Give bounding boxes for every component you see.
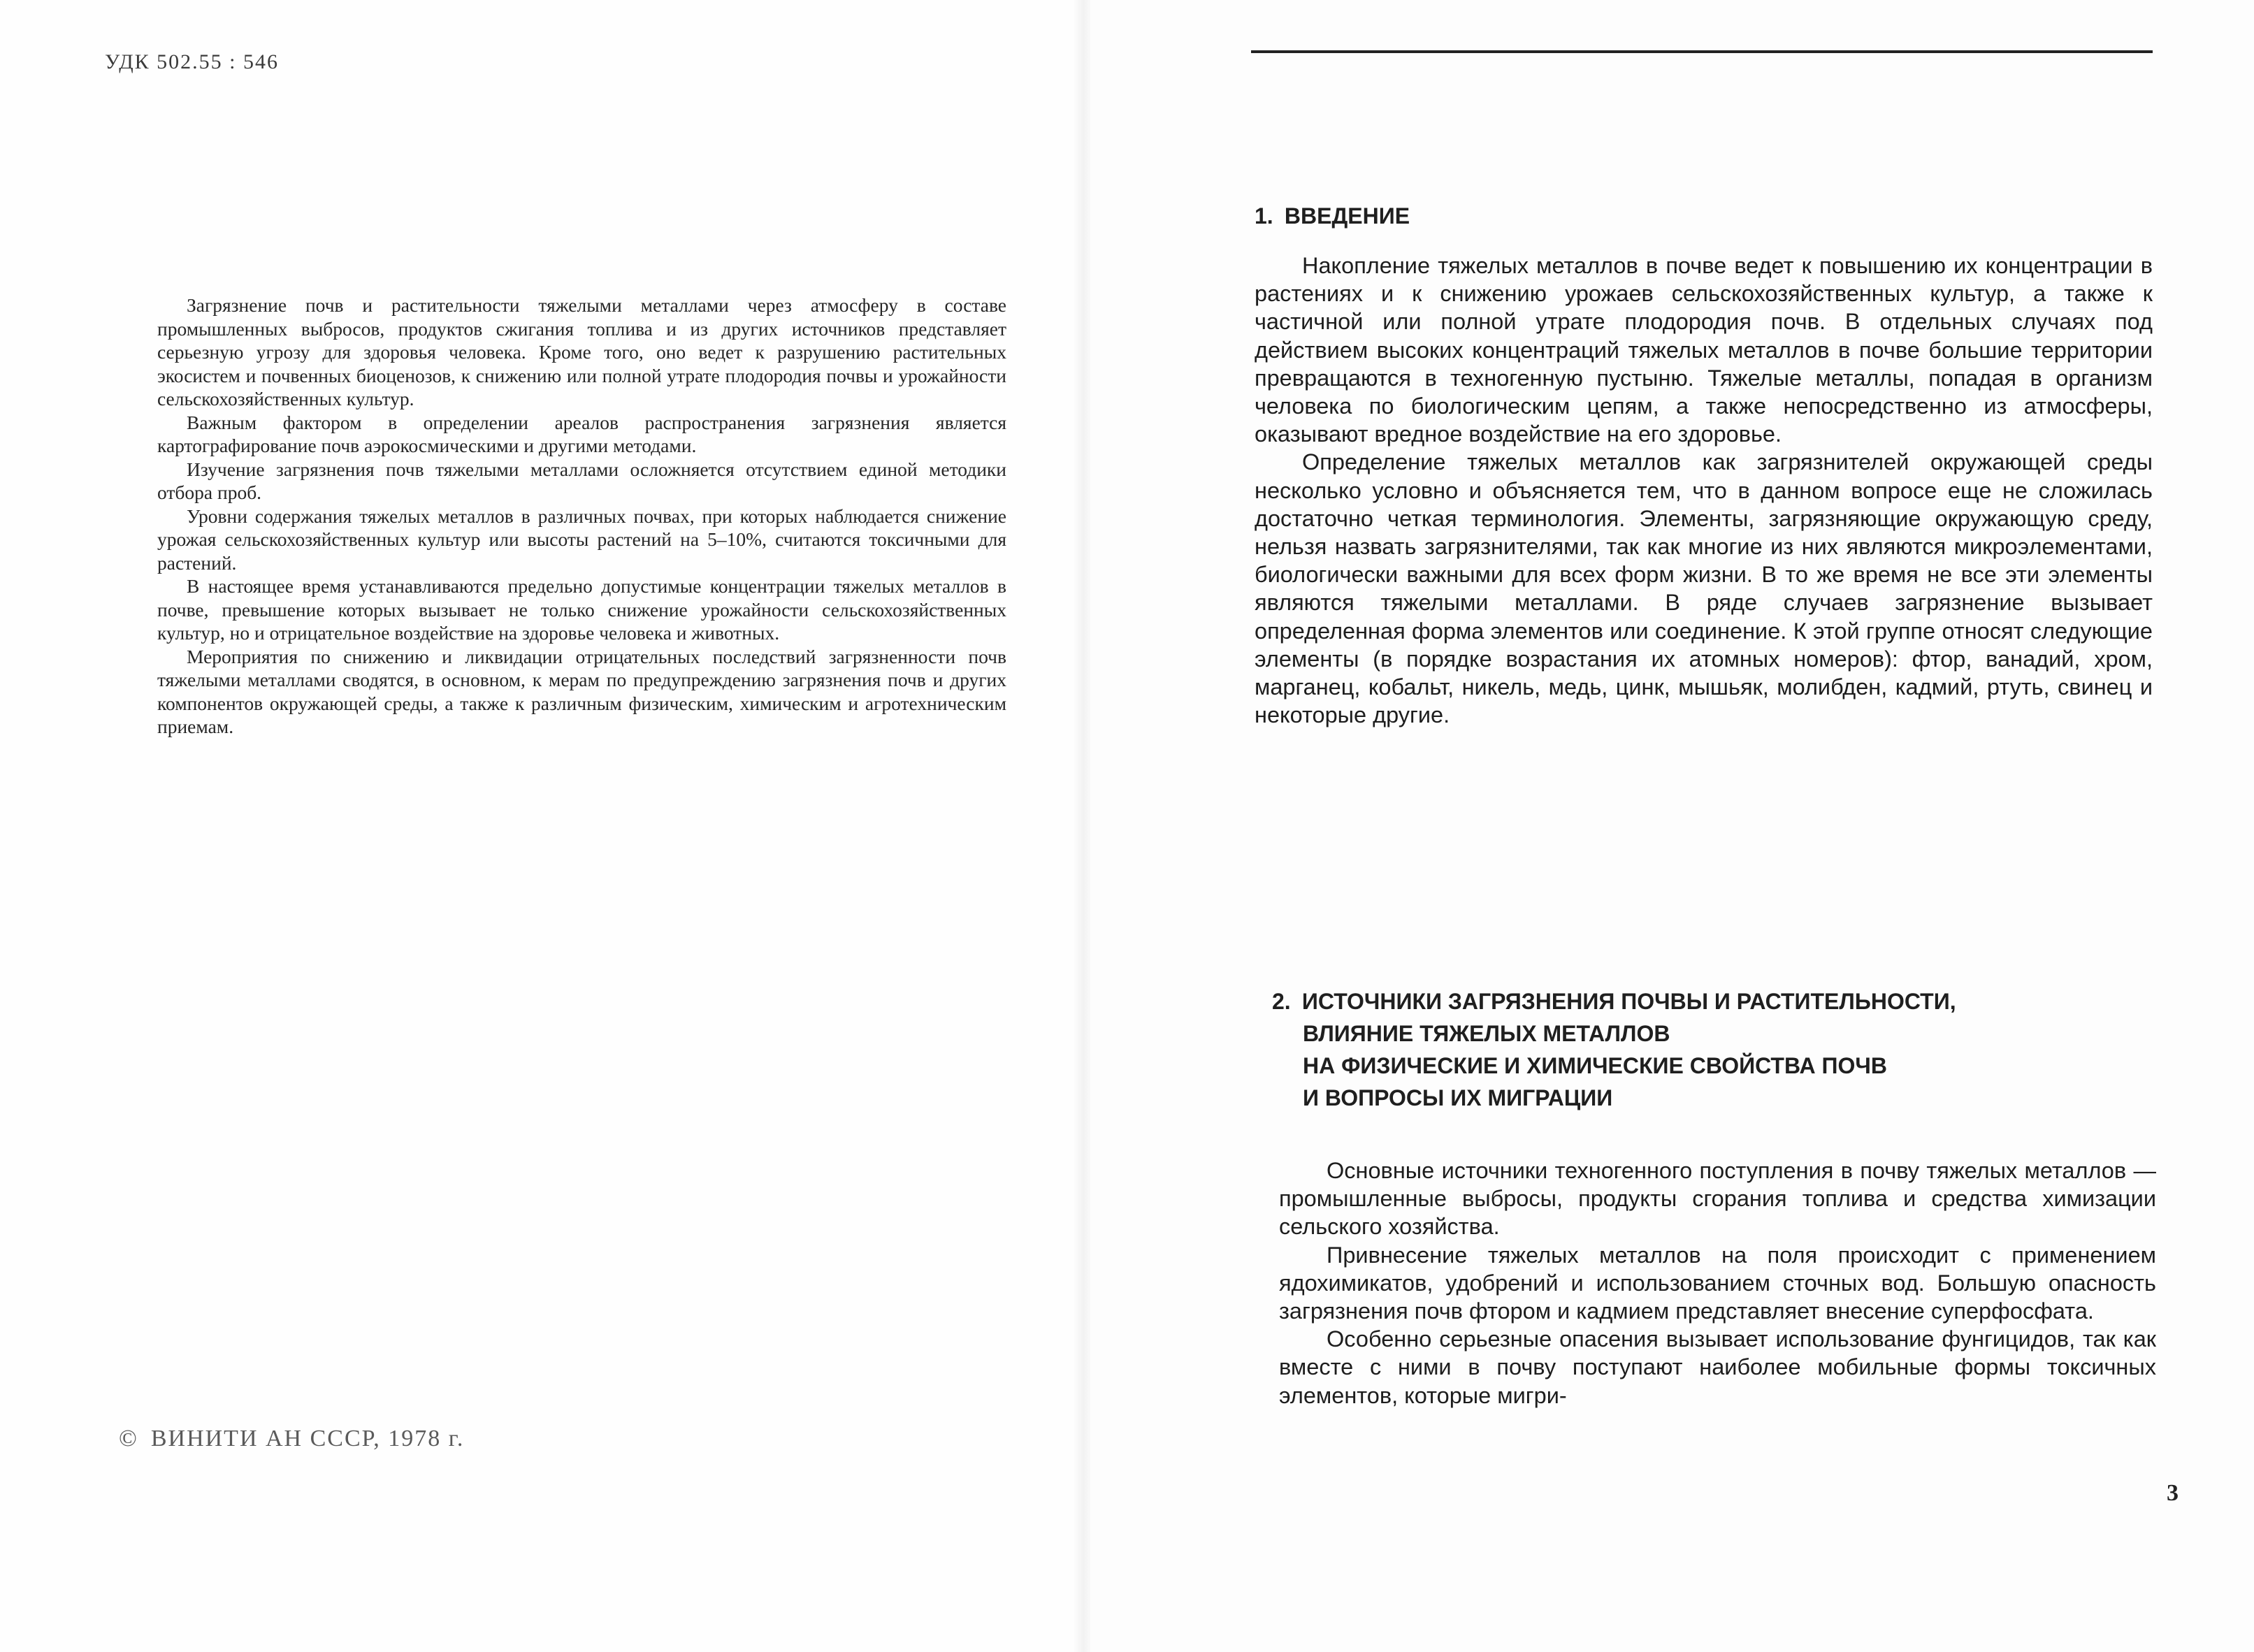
body-paragraph: Привнесение тяжелых металлов на поля происходит с применением ядохимикатов, удобрений и использованием сточных вод. Большую опасность загрязнения почв фтором и кадмием представляет внесение суперфосфата. [1279, 1242, 2156, 1324]
abstract-paragraph: Изучение загрязнения почв тяжелыми металлами осложняется отсутствием единой методики отбора проб. [157, 458, 1006, 503]
section-2-title-line: ВЛИЯНИЕ ТЯЖЕЛЫХ МЕТАЛЛОВ [1303, 1021, 1670, 1046]
abstract-paragraph: Важным фактором в определении ареалов распространения загрязнения является картографирование почв аэрокосмическими и другими методами. [157, 411, 1006, 456]
body-paragraph: Особенно серьезные опасения вызывает использование фунгицидов, так как вместе с ними в почву поступают наиболее мобильные формы токсичных элементов, которые мигри- [1279, 1326, 2156, 1408]
section-1-heading [1255, 200, 1410, 232]
section-2-title-line: И ВОПРОСЫ ИХ МИГРАЦИИ [1303, 1085, 1613, 1110]
body-paragraph: Накопление тяжелых металлов в почве ведет к повышению их концентрации в растениях и к снижению урожаев сельскохозяйственных культур, а также к частичной или полной утрате плодородия почв. В отдельных случаях под действием высоких концентраций тяжелых металлов в почве большие территории превращаются в техногенную пустыню. Тяжелые металлы, попадая в организм человека по биологическим цепям, а также непосредственно из атмосферы, оказывают вредное воздействие на его здоровье. [1255, 253, 2153, 447]
abstract-paragraph: Уровни содержания тяжелых металлов в различных почвах, при которых наблюдается снижение урожая сельскохозяйственных культур или высоты растений на 5–10%, считаются токсичными для растений. [157, 505, 1006, 574]
left-page [0, 0, 1076, 1652]
abstract-paragraph: Загрязнение почв и растительности тяжелыми металлами через атмосферу в составе промышленных выбросов, продуктов сжигания топлива и из других источников представляет серьезную угрозу для здоровья человека. Кроме того, оно ведет к разрушению растительных экосистем и почвенных биоценозов, к снижению или полной утрате плодородия почвы и урожайности сельскохозяйственных культур. [157, 294, 1006, 410]
section-2-number: 2. [1272, 989, 1291, 1014]
body-paragraph: Определение тяжелых металлов как загрязнителей окружающей среды несколько условно и объясняется тем, что в данном вопросе еще не сложилась достаточно четкая терминология. Элементы, загрязняющие окружающую среду, нельзя назвать загрязнителями, так как многие из них являются микроэлементами, биологически важными для всех форм жизни. В то же время не все эти элементы являются тяжелыми металлами. В ряде случаев загрязнение вызывает определенная форма элементов или соединение. К этой группе относят следующие элементы (в порядке возрастания их атомных номеров): фтор, ванадий, хром, марганец, кобальт, никель, медь, цинк, мышьяк, молибден, кадмий, ртуть, свинец и некоторые другие. [1255, 449, 2153, 728]
copyright-notice [119, 1426, 464, 1452]
section-2-heading [1272, 985, 1956, 1114]
section-2-title-line: 2. ИСТОЧНИКИ ЗАГРЯЗНЕНИЯ ПОЧВЫ И РАСТИТЕЛЬНОСТИ, [1272, 985, 1956, 1017]
page-number: 3 [2167, 1480, 2179, 1506]
section-2-body [1279, 1157, 2156, 1410]
abstract [157, 294, 1006, 739]
copyright-text: ВИНИТИ АН СССР, 1978 г. [150, 1426, 465, 1451]
section-1-number: 1. [1255, 203, 1273, 229]
header-rule [1251, 50, 2153, 53]
section-1-body [1255, 252, 2153, 729]
body-paragraph: Основные источники техногенного поступления в почву тяжелых металлов — промышленные выбросы, продукты сгорания топлива и средства химизации сельского хозяйства. [1279, 1158, 2156, 1240]
abstract-paragraph: Мероприятия по снижению и ликвидации отрицательных последствий загрязненности почв тяжелыми металлами сводятся, в основном, к мерам по предупреждению загрязнения почв и других компонентов окружающей среды, а также к различным физическим, химическим и агротехническим приемам. [157, 645, 1006, 737]
udk-code: УДК 502.55 : 546 [105, 50, 280, 73]
abstract-paragraph: В настоящее время устанавливаются предельно допустимые концентрации тяжелых металлов в почве, превышение которых вызывает не только снижение урожайности сельскохозяйственных культур, но и отрицательное воздействие на здоровье человека и животных. [157, 575, 1006, 644]
copyright-sign: © [119, 1426, 138, 1451]
section-2-title-line: НА ФИЗИЧЕСКИЕ И ХИМИЧЕСКИЕ СВОЙСТВА ПОЧВ [1303, 1053, 1887, 1078]
section-1-title: ВВЕДЕНИЕ [1284, 203, 1410, 229]
